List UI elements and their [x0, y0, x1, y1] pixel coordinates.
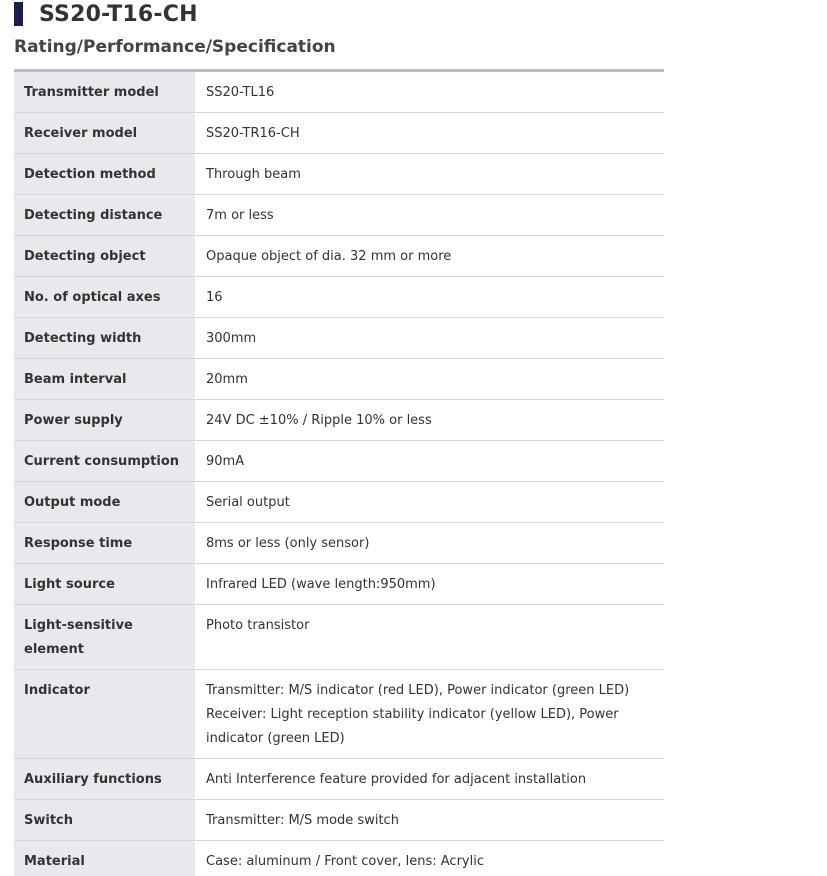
row-value-multiline — [195, 670, 664, 759]
row-label: Detecting object — [14, 236, 195, 277]
row-label: Current consumption — [14, 441, 195, 482]
table-row — [14, 800, 664, 841]
row-label: Indicator — [14, 670, 195, 759]
row-label: Transmitter model — [14, 71, 195, 113]
row-label: Light-sensitive element — [14, 605, 195, 670]
title-block — [14, 0, 198, 28]
row-value: SS20-TR16-CH — [195, 113, 664, 154]
row-value: Anti Interference feature provided for adjacent installation — [195, 759, 664, 800]
row-value: 16 — [195, 277, 664, 318]
row-label: Detection method — [14, 154, 195, 195]
table-row — [14, 400, 664, 441]
row-value: Transmitter: M/S mode switch — [195, 800, 664, 841]
row-label: Material — [14, 841, 195, 876]
table-row — [14, 841, 664, 876]
table-row — [14, 441, 664, 482]
row-value-line: Transmitter: M/S indicator (red LED), Power indicator (green LED) — [206, 683, 630, 698]
section-heading: Rating/Performance/Specification — [14, 37, 336, 57]
table-row — [14, 318, 664, 359]
row-value-line: Receiver: Light reception stability indicator (yellow LED), Power indicator (green LED) — [206, 707, 619, 746]
table-row — [14, 113, 664, 154]
table-row — [14, 195, 664, 236]
row-label: Receiver model — [14, 113, 195, 154]
row-label: Beam interval — [14, 359, 195, 400]
row-value: 8ms or less (only sensor) — [195, 523, 664, 564]
table-row — [14, 670, 664, 759]
table-row — [14, 523, 664, 564]
table-row — [14, 71, 664, 113]
row-value: Photo transistor — [195, 605, 664, 670]
row-value: Case: aluminum / Front cover, lens: Acrylic — [195, 841, 664, 876]
table-row — [14, 236, 664, 277]
row-value: 20mm — [195, 359, 664, 400]
table-row — [14, 759, 664, 800]
table-row — [14, 482, 664, 523]
table-row — [14, 277, 664, 318]
row-value: 300mm — [195, 318, 664, 359]
row-value: SS20-TL16 — [195, 71, 664, 113]
row-label: Response time — [14, 523, 195, 564]
row-value: Through beam — [195, 154, 664, 195]
row-value: 7m or less — [195, 195, 664, 236]
table-row — [14, 359, 664, 400]
row-value: 90mA — [195, 441, 664, 482]
table-row — [14, 564, 664, 605]
row-label: Switch — [14, 800, 195, 841]
row-label: Auxiliary functions — [14, 759, 195, 800]
page-title: SS20-T16-CH — [39, 1, 198, 27]
row-value: Infrared LED (wave length:950mm) — [195, 564, 664, 605]
row-label: Power supply — [14, 400, 195, 441]
row-label: Detecting distance — [14, 195, 195, 236]
table-row — [14, 605, 664, 670]
spec-table — [14, 69, 664, 876]
row-value: Opaque object of dia. 32 mm or more — [195, 236, 664, 277]
row-label: Output mode — [14, 482, 195, 523]
row-label: Light source — [14, 564, 195, 605]
title-accent-bar — [14, 2, 23, 26]
table-row — [14, 154, 664, 195]
row-label: No. of optical axes — [14, 277, 195, 318]
row-label: Detecting width — [14, 318, 195, 359]
row-value: 24V DC ±10% / Ripple 10% or less — [195, 400, 664, 441]
row-value: Serial output — [195, 482, 664, 523]
